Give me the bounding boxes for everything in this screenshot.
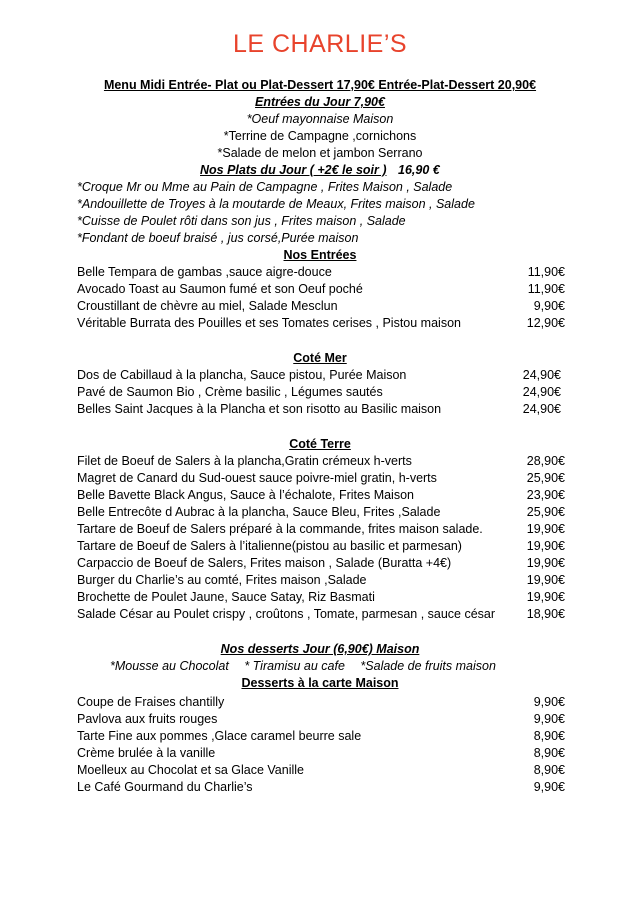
dish-price: 23,90€ [526, 488, 565, 502]
dish-name: Salade César au Poulet crispy , croûtons , Tomate, parmesan , sauce césar [77, 607, 496, 621]
entree-jour-item: *Salade de melon et jambon Serrano [217, 146, 423, 160]
dish-name: Belles Saint Jacques à la Plancha et son risotto au Basilic maison [77, 402, 442, 416]
dish-price: 24,90€ [522, 402, 561, 416]
nos-entrees-heading: Nos Entrées [283, 248, 357, 262]
dish-name: Belle Tempara de gambas ,sauce aigre-douce [77, 265, 332, 279]
desserts-jour-heading: Nos desserts Jour (6,90€) Maison [220, 642, 420, 656]
plat-jour-item: *Cuisse de Poulet rôti dans son jus , Frites maison , Salade [77, 214, 406, 228]
plat-jour-item: *Fondant de boeuf braisé , jus corsé,Purée maison [77, 231, 359, 245]
dish-name: Carpaccio de Boeuf de Salers, Frites maison , Salade (Buratta +4€) [77, 556, 452, 570]
dish-price: 25,90€ [526, 471, 565, 485]
dish-price: 19,90€ [526, 556, 565, 570]
dish-name: Tarte Fine aux pommes ,Glace caramel beurre sale [77, 729, 362, 743]
dish-price: 8,90€ [533, 763, 565, 777]
dish-price: 18,90€ [526, 607, 565, 621]
dish-name: Le Café Gourmand du Charlie’s [77, 780, 253, 794]
dish-price: 28,90€ [526, 454, 565, 468]
entree-jour-item: *Oeuf mayonnaise Maison [246, 112, 394, 126]
cote-terre-heading: Coté Terre [289, 437, 351, 451]
cote-mer-heading: Coté Mer [293, 351, 347, 365]
dish-price: 19,90€ [526, 573, 565, 587]
dish-name: Avocado Toast au Saumon fumé et son Oeuf poché [77, 282, 363, 296]
dish-price: 19,90€ [526, 590, 565, 604]
dish-name: Pavé de Saumon Bio , Crème basilic , Légumes sautés [77, 385, 383, 399]
dish-price: 9,90€ [533, 299, 565, 313]
dish-price: 24,90€ [522, 385, 561, 399]
plats-jour-label: Nos Plats du Jour ( +2€ le soir ) [200, 163, 387, 177]
dish-price: 19,90€ [526, 522, 565, 536]
dish-name: Moelleux au Chocolat et sa Glace Vanille [77, 763, 304, 777]
dish-name: Belle Bavette Black Angus, Sauce à l’échalote, Frites Maison [77, 488, 414, 502]
dish-name: Belle Entrecôte d Aubrac à la plancha, Sauce Bleu, Frites ,Salade [77, 505, 441, 519]
dessert-jour-item: *Mousse au Chocolat [110, 659, 229, 673]
plats-jour-price: 16,90 € [398, 163, 440, 177]
dish-price: 9,90€ [533, 712, 565, 726]
entree-jour-item: *Terrine de Campagne ,cornichons [223, 129, 417, 143]
dish-price: 8,90€ [533, 729, 565, 743]
dish-name: Pavlova aux fruits rouges [77, 712, 218, 726]
dish-name: Burger du Charlie’s au comté, Frites maison ,Salade [77, 573, 367, 587]
dish-name: Magret de Canard du Sud-ouest sauce poivre-miel gratin, h-verts [77, 471, 437, 485]
plat-jour-item: *Andouillette de Troyes à la moutarde de Meaux, Frites maison , Salade [77, 197, 475, 211]
dish-name: Coupe de Fraises chantilly [77, 695, 225, 709]
dessert-jour-item: *Salade de fruits maison [360, 659, 496, 673]
dessert-jour-item: * Tiramisu au cafe [244, 659, 345, 673]
dish-price: 9,90€ [533, 695, 565, 709]
dish-name: Véritable Burrata des Pouilles et ses Tomates cerises , Pistou maison [77, 316, 461, 330]
dish-price: 11,90€ [527, 282, 565, 296]
dish-name: Croustillant de chèvre au miel, Salade Mesclun [77, 299, 338, 313]
dish-name: Brochette de Poulet Jaune, Sauce Satay, Riz Basmati [77, 590, 375, 604]
desserts-jour-items [110, 658, 508, 675]
restaurant-title: LE CHARLIE’S [232, 30, 408, 58]
desserts-carte-heading: Desserts à la carte Maison [241, 676, 399, 690]
dish-price: 25,90€ [526, 505, 565, 519]
dish-name: Crème brulée à la vanille [77, 746, 216, 760]
dish-price: 24,90€ [522, 368, 561, 382]
entrees-jour-heading: Entrées du Jour 7,90€ [255, 95, 385, 109]
dish-price: 19,90€ [526, 539, 565, 553]
dish-name: Filet de Boeuf de Salers à la plancha,Gratin crémeux h-verts [77, 454, 412, 468]
dish-name: Tartare de Boeuf de Salers préparé à la commande, frites maison salade. [77, 522, 483, 536]
dish-price: 11,90€ [527, 265, 565, 279]
menu-midi-heading: Menu Midi Entrée- Plat ou Plat-Dessert 17,90€ Entrée-Plat-Dessert 20,90€ [103, 78, 537, 92]
dish-name: Dos de Cabillaud à la plancha, Sauce pistou, Purée Maison [77, 368, 407, 382]
dish-name: Tartare de Boeuf de Salers à l’italienne(pistou au basilic et parmesan) [77, 539, 462, 553]
plat-jour-item: *Croque Mr ou Mme au Pain de Campagne , Frites Maison , Salade [77, 180, 453, 194]
dish-price: 8,90€ [533, 746, 565, 760]
dish-price: 12,90€ [526, 316, 565, 330]
dish-price: 9,90€ [533, 780, 565, 794]
